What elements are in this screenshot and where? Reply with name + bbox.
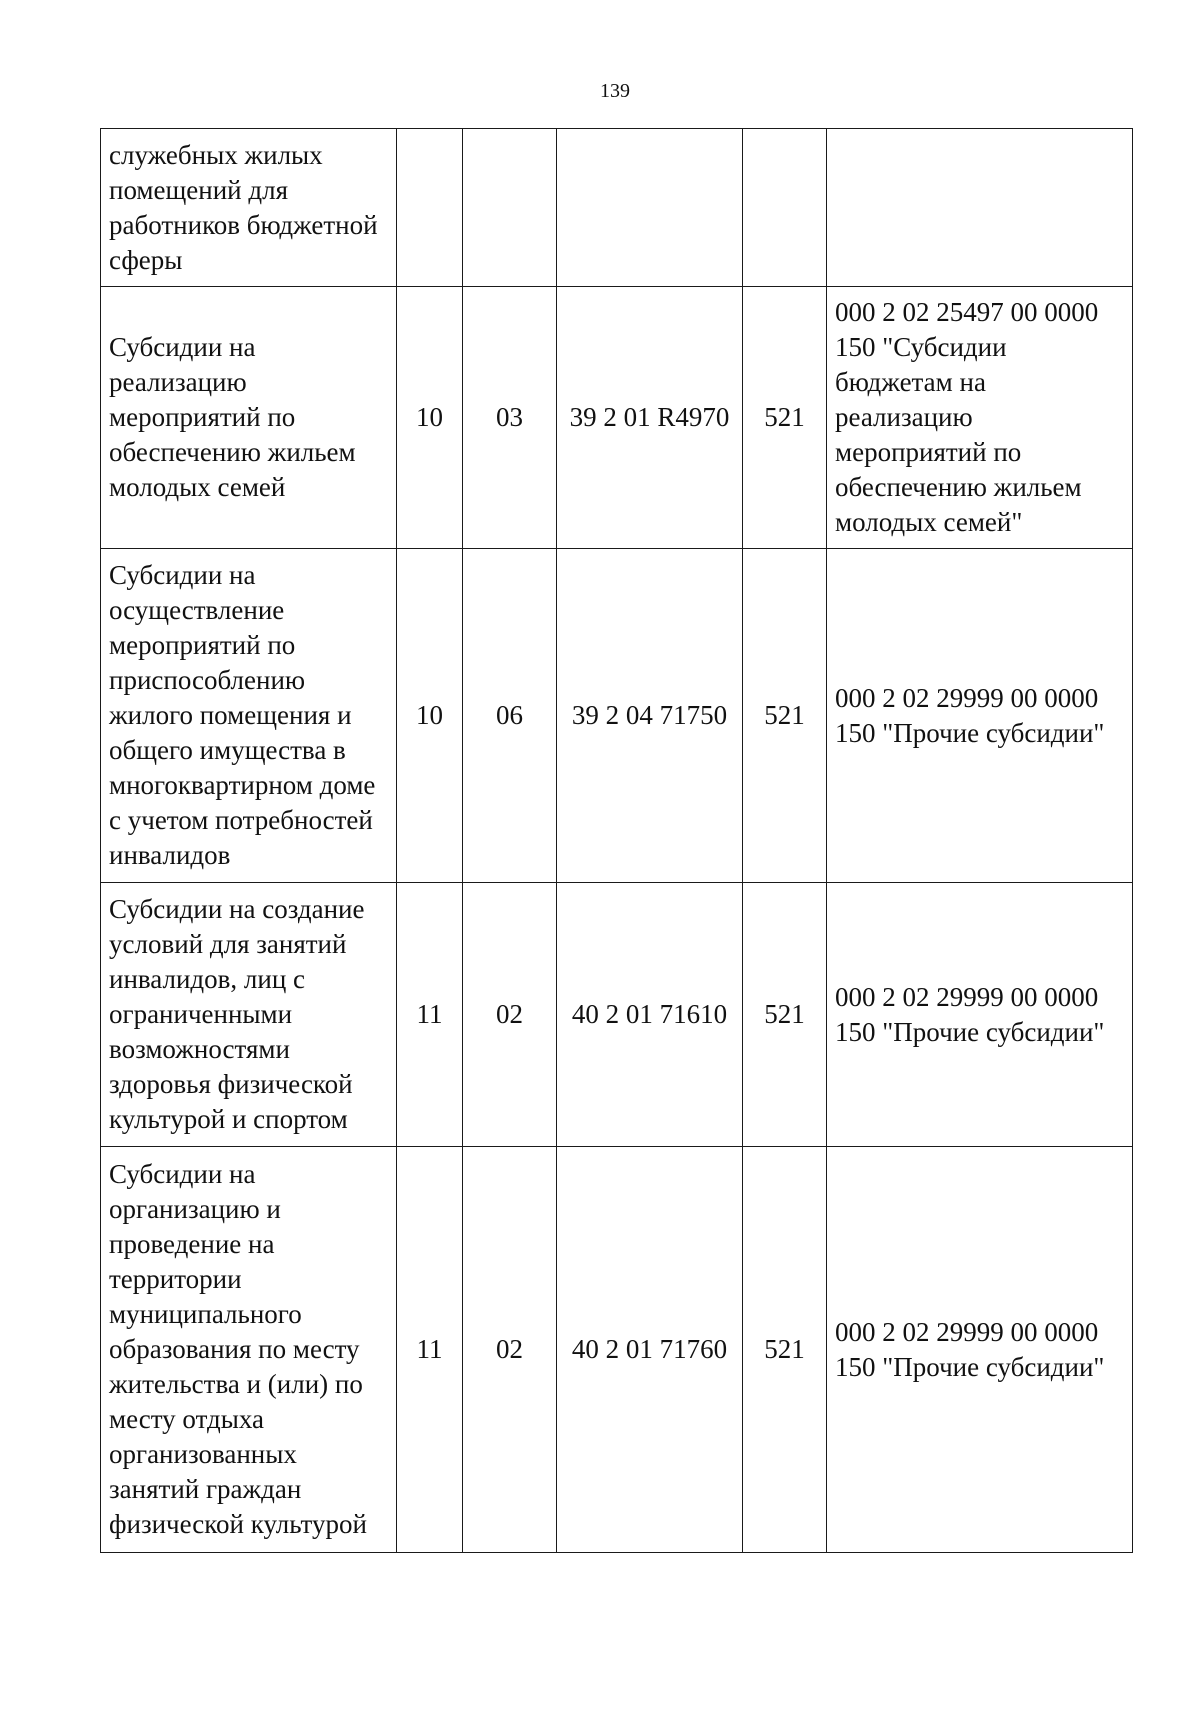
page-number: 139 <box>600 80 630 102</box>
cell-subsection: 02 <box>463 883 557 1147</box>
cell-subsection: 06 <box>463 549 557 883</box>
cell-type <box>743 129 827 287</box>
cell-subsection: 02 <box>463 1147 557 1553</box>
table-row <box>101 883 1133 1147</box>
cell-target: 39 2 04 71750 <box>557 549 743 883</box>
cell-target: 39 2 01 R4970 <box>557 287 743 549</box>
cell-name: Субсидии на осуществление мероприятий по приспособлению жилого помещения и общего имущества в многоквартирном доме с учетом потребностей инвалидов <box>101 549 397 883</box>
cell-type: 521 <box>743 1147 827 1553</box>
table-row <box>101 129 1133 287</box>
budget-table <box>100 128 1133 1553</box>
table-row <box>101 287 1133 549</box>
cell-name: Субсидии на организацию и проведение на территории муниципального образования по месту жительства и (или) по месту отдыха организованных занятий граждан физической культурой <box>101 1147 397 1553</box>
cell-type: 521 <box>743 549 827 883</box>
cell-target <box>557 129 743 287</box>
cell-code: 000 2 02 29999 00 0000 150 "Прочие субсидии" <box>827 549 1133 883</box>
cell-section: 11 <box>397 1147 463 1553</box>
cell-type: 521 <box>743 883 827 1147</box>
cell-code: 000 2 02 29999 00 0000 150 "Прочие субсидии" <box>827 1147 1133 1553</box>
cell-code: 000 2 02 25497 00 0000 150 "Субсидии бюджетам на реализацию мероприятий по обеспечению жильем молодых семей" <box>827 287 1133 549</box>
cell-section: 11 <box>397 883 463 1147</box>
cell-name: Субсидии на реализацию мероприятий по обеспечению жильем молодых семей <box>101 287 397 549</box>
table-row <box>101 549 1133 883</box>
cell-section: 10 <box>397 549 463 883</box>
cell-type: 521 <box>743 287 827 549</box>
cell-subsection <box>463 129 557 287</box>
cell-subsection: 03 <box>463 287 557 549</box>
cell-name: служебных жилых помещений для работников бюджетной сферы <box>101 129 397 287</box>
cell-code: 000 2 02 29999 00 0000 150 "Прочие субсидии" <box>827 883 1133 1147</box>
cell-section: 10 <box>397 287 463 549</box>
cell-section <box>397 129 463 287</box>
cell-code <box>827 129 1133 287</box>
cell-target: 40 2 01 71610 <box>557 883 743 1147</box>
table-row <box>101 1147 1133 1553</box>
cell-name: Субсидии на создание условий для занятий инвалидов, лиц с ограниченными возможностями здоровья физической культурой и спортом <box>101 883 397 1147</box>
cell-target: 40 2 01 71760 <box>557 1147 743 1553</box>
